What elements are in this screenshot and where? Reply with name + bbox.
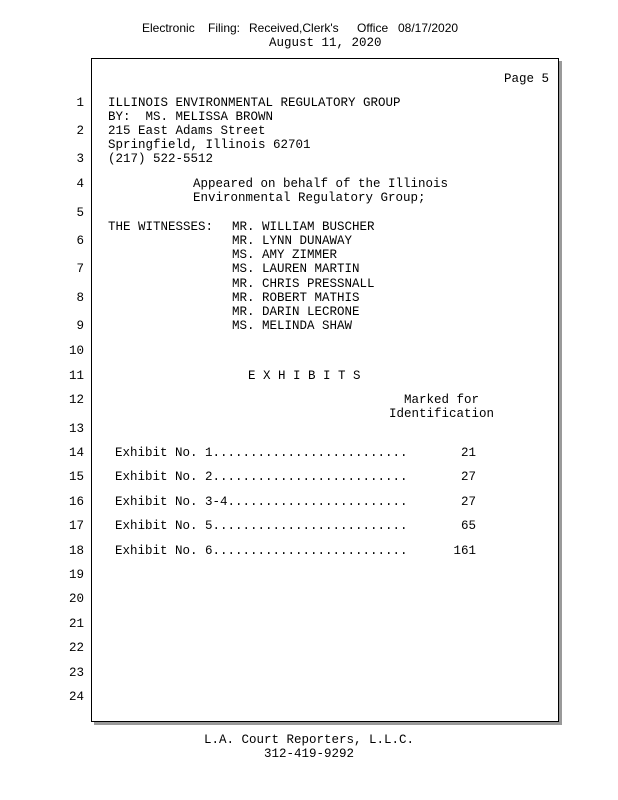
appearance-street: 215 East Adams Street — [108, 124, 266, 138]
appearance-by: BY: MS. MELISSA BROWN — [108, 110, 274, 124]
filing-stamp-received: Received,Clerk's — [249, 21, 339, 35]
transcript-date: August 11, 2020 — [269, 36, 382, 50]
line-number: 1 — [76, 96, 84, 110]
line-number: 16 — [68, 495, 84, 509]
witness-name: MR. WILLIAM BUSCHER — [232, 220, 375, 234]
appearance-city: Springfield, Illinois 62701 — [108, 138, 311, 152]
line-number: 6 — [76, 234, 84, 248]
filing-stamp-electronic: Electronic — [142, 21, 195, 35]
witness-name: MS. AMY ZIMMER — [232, 248, 338, 262]
footer-phone: 312-419-9292 — [263, 747, 354, 761]
line-number: 14 — [68, 446, 84, 460]
line-number: 3 — [76, 152, 84, 166]
line-number: 2 — [76, 124, 84, 138]
line-number: 12 — [68, 393, 84, 407]
page-number-label: Page 5 — [504, 72, 550, 86]
line-number: 13 — [68, 422, 84, 436]
line-number: 4 — [76, 177, 84, 191]
filing-stamp-date: 08/17/2020 — [398, 21, 459, 35]
appearance-behalf-line-1: Appeared on behalf of the Illinois — [193, 177, 449, 191]
exhibits-column-header-line-1: Marked for — [404, 393, 480, 407]
line-number: 20 — [68, 592, 84, 606]
exhibit-label: Exhibit No. 2.......................... — [115, 470, 408, 484]
appearance-phone: (217) 522-5512 — [108, 152, 214, 166]
filing-stamp-filing: Filing: — [208, 21, 241, 35]
line-number: 17 — [68, 519, 84, 533]
exhibit-page: 65 — [460, 519, 476, 533]
witness-name: MR. CHRIS PRESSNALL — [232, 277, 375, 291]
exhibit-page: 27 — [460, 495, 476, 509]
line-number: 18 — [68, 544, 84, 558]
line-number: 7 — [76, 262, 84, 276]
line-number: 5 — [76, 206, 84, 220]
line-number: 15 — [68, 470, 84, 484]
exhibit-label: Exhibit No. 6.......................... — [115, 544, 408, 558]
exhibits-heading: E X H I B I T S — [248, 369, 361, 383]
line-number: 21 — [68, 617, 84, 631]
witness-name: MS. MELINDA SHAW — [232, 319, 353, 333]
filing-stamp-office: Office — [357, 21, 389, 35]
exhibit-page: 161 — [453, 544, 476, 558]
line-number: 24 — [68, 690, 84, 704]
witness-name: MR. LYNN DUNAWAY — [232, 234, 353, 248]
witnesses-label: THE WITNESSES: — [108, 220, 214, 234]
line-number: 19 — [68, 568, 84, 582]
line-number: 10 — [68, 344, 84, 358]
line-number: 11 — [68, 369, 84, 383]
line-number: 23 — [68, 666, 84, 680]
exhibits-column-header-line-2: Identification — [389, 407, 495, 421]
appearance-behalf-line-2: Environmental Regulatory Group; — [193, 191, 426, 205]
exhibit-page: 27 — [460, 470, 476, 484]
line-number: 22 — [68, 641, 84, 655]
exhibit-page: 21 — [460, 446, 476, 460]
footer-company: L.A. Court Reporters, L.L.C. — [203, 733, 415, 747]
exhibit-label: Exhibit No. 1.......................... — [115, 446, 408, 460]
exhibit-label: Exhibit No. 5.......................... — [115, 519, 408, 533]
line-number: 8 — [76, 291, 84, 305]
line-number: 9 — [76, 319, 84, 333]
witness-name: MS. LAUREN MARTIN — [232, 262, 360, 276]
witness-name: MR. DARIN LECRONE — [232, 305, 360, 319]
witness-name: MR. ROBERT MATHIS — [232, 291, 360, 305]
appearance-org: ILLINOIS ENVIRONMENTAL REGULATORY GROUP — [108, 96, 401, 110]
exhibit-label: Exhibit No. 3-4........................ — [115, 495, 408, 509]
